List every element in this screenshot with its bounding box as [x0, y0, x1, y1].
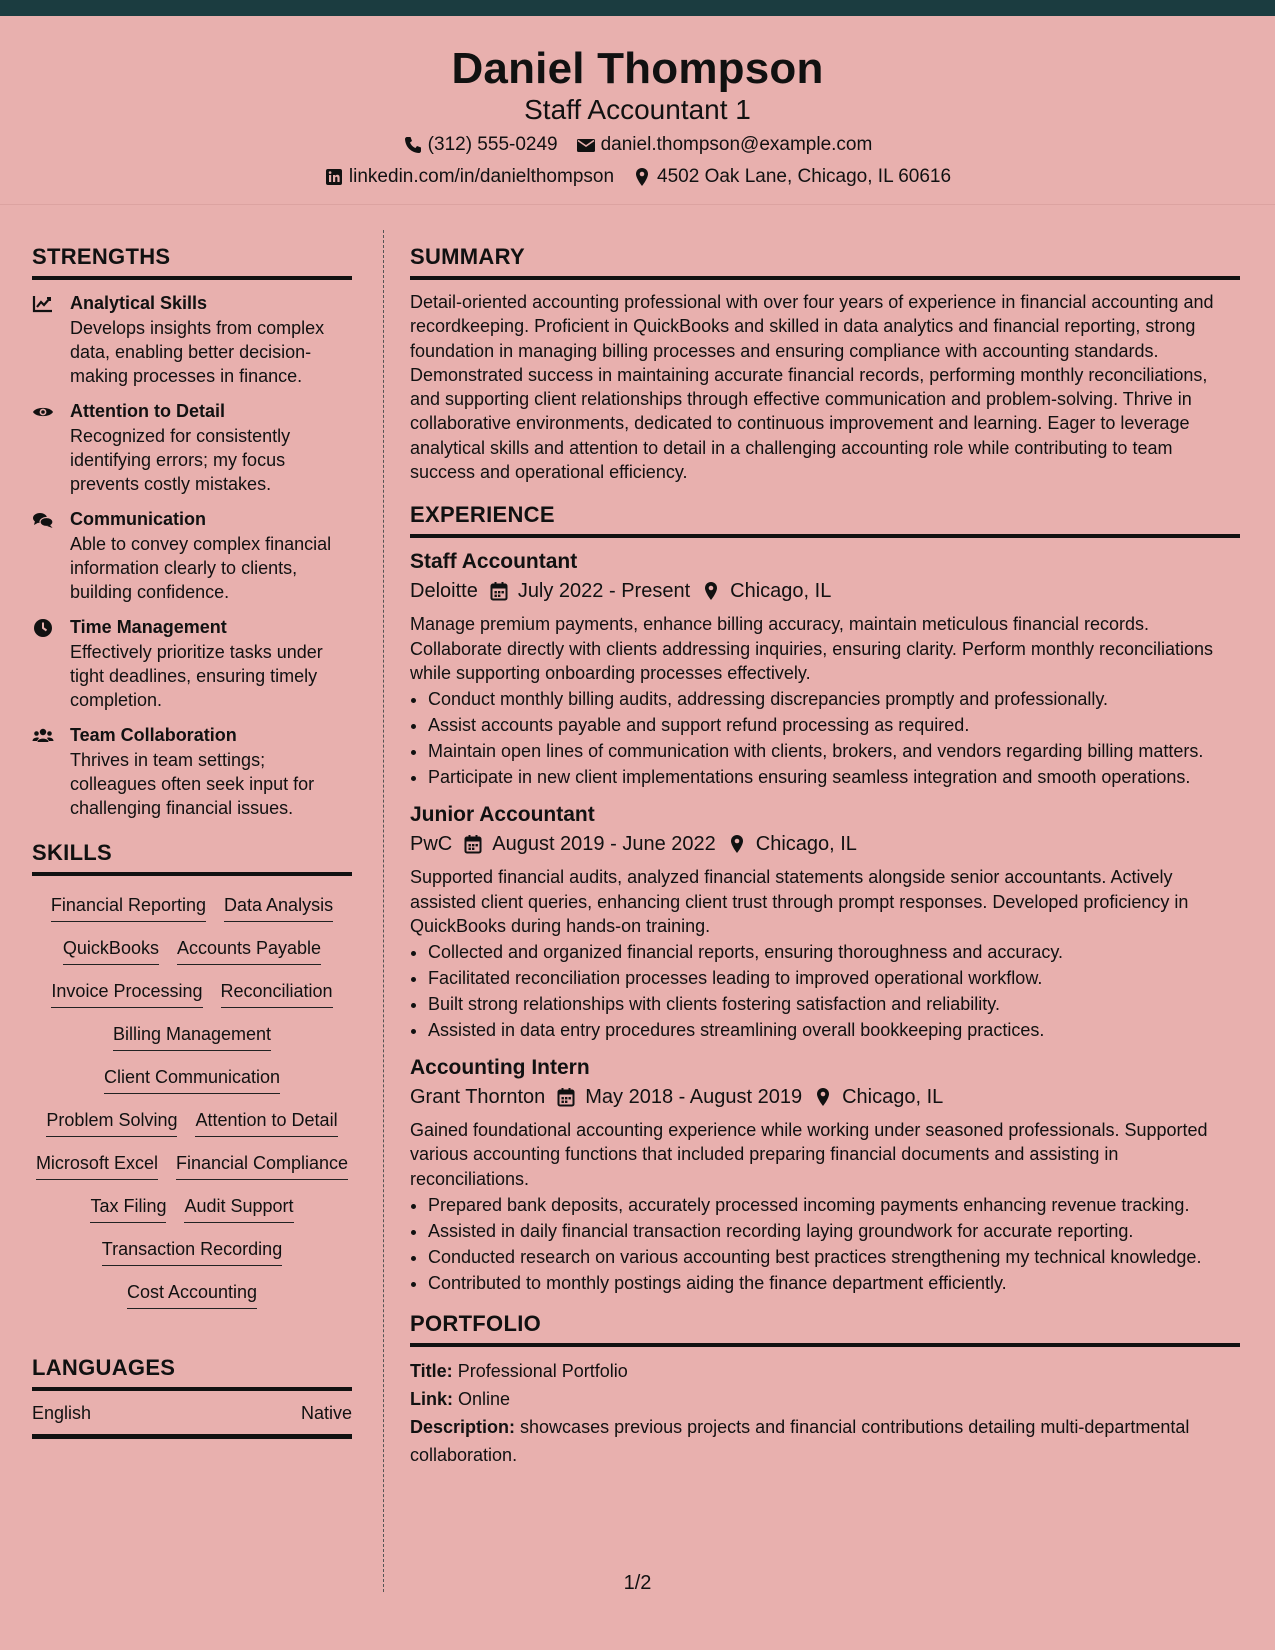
strength-title: Team Collaboration [70, 725, 237, 745]
job-bullet: • Conduct monthly billing audits, addressing discrepancies promptly and professionally. [428, 687, 1240, 711]
strength-title: Time Management [70, 617, 227, 637]
job-company: Grant Thornton [410, 1086, 546, 1109]
users-icon [32, 726, 54, 746]
job-entry [410, 548, 1240, 789]
skill-tag: Financial Compliance [176, 1152, 348, 1180]
skill-tag: Attention to Detail [195, 1109, 337, 1137]
job-location: Chicago, IL [730, 580, 832, 603]
job-bullets [410, 1193, 1240, 1295]
portfolio-title-label: Title: [410, 1361, 453, 1382]
skill-tag: Invoice Processing [51, 980, 202, 1008]
language-level: Native [300, 1403, 352, 1423]
candidate-title: Staff Accountant 1 [524, 94, 751, 125]
portfolio-link[interactable]: Online [458, 1389, 511, 1410]
job-bullet: • Participate in new client implementations ensuring seamless integration and smooth operations. [428, 765, 1240, 789]
job-dates: August 2019 - June 2022 [492, 833, 716, 856]
strength-title: Communication [70, 509, 207, 529]
strength-item [32, 508, 352, 604]
job-bullet: • Assisted in daily financial transaction recording laying groundwork for accurate reporting. [428, 1219, 1240, 1243]
portfolio-desc: showcases previous projects and financial contributions detailing multi-departmental collaboration. [410, 1417, 1190, 1466]
portfolio-title: Professional Portfolio [457, 1361, 628, 1382]
job-entry [410, 1054, 1240, 1295]
page-number: 1/2 [623, 1572, 652, 1594]
contact-row-2 [0, 166, 1275, 188]
job-description: Gained foundational accounting experience while working under seasoned professionals. Supported various accounting functions that included preparing financial documents and assisting in reconciliations. [410, 1120, 1208, 1189]
strengths-list [32, 290, 352, 820]
skill-tag: Accounts Payable [177, 937, 321, 965]
skill-tag: Microsoft Excel [36, 1152, 158, 1180]
job-bullet: • Built strong relationships with clients fostering satisfaction and reliability. [428, 992, 1240, 1016]
phone-icon [403, 135, 423, 155]
portfolio-title-line [410, 1357, 1240, 1385]
email-text[interactable]: daniel.thompson@example.com [600, 134, 873, 155]
job-location: Chicago, IL [755, 833, 857, 856]
clock-icon [32, 618, 54, 638]
job-title: Junior Accountant [410, 803, 595, 827]
skills-heading: SKILLS [32, 840, 352, 876]
job-bullet: • Maintain open lines of communication with clients, brokers, and vendors regarding billing matters. [428, 739, 1240, 763]
top-accent-bar [0, 0, 1275, 16]
skill-tag: Data Analysis [224, 894, 333, 922]
map-pin-icon [728, 834, 746, 854]
language-row [32, 1403, 352, 1439]
job-dates: July 2022 - Present [517, 580, 691, 603]
address-text: 4502 Oak Lane, Chicago, IL 60616 [657, 166, 952, 187]
job-location: Chicago, IL [842, 1086, 944, 1109]
job-company: PwC [410, 833, 453, 856]
job-meta [410, 829, 1240, 859]
resume-header [0, 16, 1275, 205]
languages-heading: LANGUAGES [32, 1355, 352, 1391]
strength-item [32, 724, 352, 820]
skill-tag: Billing Management [113, 1023, 271, 1051]
portfolio-desc-line [410, 1413, 1240, 1469]
calendar-icon [490, 581, 508, 601]
map-pin-icon [814, 1087, 832, 1107]
job-bullet: • Assist accounts payable and support refund processing as required. [428, 713, 1240, 737]
portfolio-link-line [410, 1385, 1240, 1413]
job-bullet: • Contributed to monthly postings aiding the finance department efficiently. [428, 1271, 1240, 1295]
portfolio-desc-label: Description: [410, 1417, 516, 1438]
comments-icon [32, 510, 54, 530]
job-entry [410, 801, 1240, 1042]
left-column [32, 244, 352, 1439]
job-title: Accounting Intern [410, 1056, 590, 1080]
job-bullet: • Collected and organized financial reports, ensuring thoroughness and accuracy. [428, 940, 1240, 964]
skill-tag: Audit Support [184, 1195, 293, 1223]
experience-heading: EXPERIENCE [410, 502, 1240, 538]
linkedin-icon [324, 167, 344, 187]
strength-item [32, 292, 352, 388]
job-description: Manage premium payments, enhance billing accuracy, maintain meticulous financial records. Collaborate directly with clients addressing inquiries, ensuring clarity. Perform monthly reconciliations while supporting onboarding processes effectively. [410, 614, 1214, 683]
map-pin-icon [632, 167, 652, 187]
skill-tag: Problem Solving [46, 1109, 177, 1137]
language-name: English [32, 1403, 92, 1423]
strength-desc: Effectively prioritize tasks under tight deadlines, ensuring timely completion. [70, 642, 323, 710]
skill-tag: Transaction Recording [102, 1238, 282, 1266]
portfolio-heading: PORTFOLIO [410, 1311, 1240, 1347]
job-bullet: • Facilitated reconciliation processes leading to improved operational workflow. [428, 966, 1240, 990]
eye-icon [32, 402, 54, 422]
column-divider [383, 230, 384, 1592]
calendar-icon [464, 834, 482, 854]
skill-tag: Reconciliation [221, 980, 333, 1008]
skill-tag: QuickBooks [63, 937, 159, 965]
job-bullet: • Assisted in data entry procedures streamlining overall bookkeeping practices. [428, 1018, 1240, 1042]
summary-text: Detail-oriented accounting professional with over four years of experience in financial accounting and recordkeeping. Proficient in QuickBooks and skilled in data analytics and financial reporting, strong foundation in managing billing processes and ensuring compliance with accounting standards. Demonstrated success in maintaining accurate financial records, performing monthly reconciliations, and supporting client relationships through effective communication and problem-solving. Thrive in collaborative environments, dedicated to continuous improvement and learning. Eager to leverage analytical skills and attention to detail in a challenging accounting role while contributing to team success and operational efficiency. [410, 292, 1214, 483]
job-meta [410, 576, 1240, 606]
strength-item [32, 400, 352, 496]
skill-tag: Cost Accounting [127, 1281, 257, 1309]
strengths-heading: STRENGTHS [32, 244, 352, 280]
strength-desc: Recognized for consistently identifying errors; my focus prevents costly mistakes. [70, 426, 291, 494]
job-bullet: • Conducted research on various accounting best practices strengthening my technical knowledge. [428, 1245, 1240, 1269]
contact-linkedin [324, 166, 614, 188]
strength-desc: Develops insights from complex data, enabling better decision-making processes in finance. [70, 318, 325, 386]
job-bullet: • Prepared bank deposits, accurately processed incoming payments enhancing revenue tracking. [428, 1193, 1240, 1217]
contact-row-1 [0, 134, 1275, 156]
job-bullets [410, 940, 1240, 1042]
portfolio-link-label: Link: [410, 1389, 453, 1410]
job-company: Deloitte [410, 580, 478, 603]
strength-title: Analytical Skills [70, 293, 208, 313]
job-description: Supported financial audits, analyzed financial statements alongside senior accountants. Actively assisted client queries, enhancing client trust through prompt responses. Developed proficiency in QuickBooks during hands-on training. [410, 867, 1189, 936]
job-bullets [410, 687, 1240, 789]
calendar-icon [557, 1087, 575, 1107]
phone-text[interactable]: (312) 555-0249 [427, 134, 558, 155]
strength-title: Attention to Detail [70, 401, 225, 421]
linkedin-text[interactable]: linkedin.com/in/danielthompson [348, 166, 615, 187]
job-dates: May 2018 - August 2019 [585, 1086, 803, 1109]
right-column [410, 244, 1240, 1469]
strength-item [32, 616, 352, 712]
skills-list [32, 886, 352, 1309]
job-title: Staff Accountant [410, 550, 578, 574]
contact-phone [403, 134, 558, 156]
map-pin-icon [702, 581, 720, 601]
candidate-name: Daniel Thompson [451, 44, 824, 93]
skill-tag: Financial Reporting [51, 894, 206, 922]
strength-desc: Able to convey complex financial information clearly to clients, building confidence. [70, 534, 332, 602]
strength-desc: Thrives in team settings; colleagues often seek input for challenging financial issues. [70, 750, 315, 818]
chart-line-icon [32, 294, 54, 314]
job-meta [410, 1082, 1240, 1112]
contact-email [576, 134, 873, 156]
contact-address [632, 166, 951, 188]
skill-tag: Tax Filing [90, 1195, 166, 1223]
envelope-icon [576, 135, 596, 155]
skill-tag: Client Communication [104, 1066, 280, 1094]
summary-heading: SUMMARY [410, 244, 1240, 280]
